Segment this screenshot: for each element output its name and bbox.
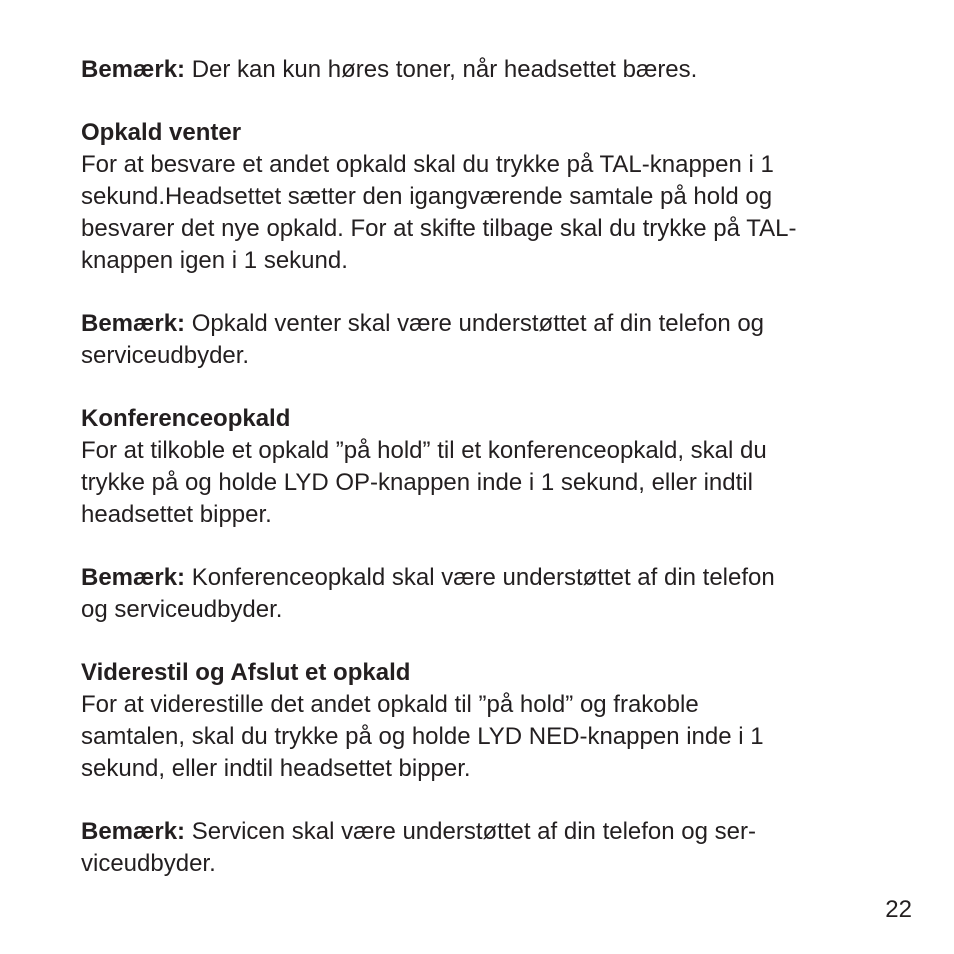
note-text: Der kan kun høres toner, når headsettet bæres.	[185, 56, 698, 83]
note-label: Bemærk:	[81, 310, 186, 337]
note-conference-call	[81, 562, 881, 626]
section-line: besvarer det nye opkald. For at skifte tilbage skal du trykke på TAL-	[81, 215, 797, 242]
section-heading: Konferenceopkald	[81, 405, 291, 432]
page-number: 22	[885, 896, 912, 923]
note-label: Bemærk:	[81, 564, 186, 591]
note-tones	[81, 54, 881, 86]
section-line: samtalen, skal du trykke på og holde LYD NED-knappen inde i 1	[81, 723, 764, 750]
note-line	[81, 816, 881, 848]
section-conference-call	[81, 403, 881, 531]
note-text: Servicen skal være understøttet af din telefon og ser-	[185, 818, 756, 845]
section-line: For at viderestille det andet opkald til ”på hold” og frakoble	[81, 691, 699, 718]
section-line: For at tilkoble et opkald ”på hold” til et konferenceopkald, skal du	[81, 437, 767, 464]
note-call-waiting	[81, 308, 881, 372]
note-line: serviceudbyder.	[81, 342, 250, 369]
section-line: trykke på og holde LYD OP-knappen inde i 1 sekund, eller indtil	[81, 469, 753, 496]
section-line: sekund.Headsettet sætter den igangværende samtale på hold og	[81, 183, 773, 210]
section-line: For at besvare et andet opkald skal du trykke på TAL-knappen i 1	[81, 151, 774, 178]
section-line: knappen igen i 1 sekund.	[81, 247, 348, 274]
note-line: viceudbyder.	[81, 850, 216, 877]
note-text: Opkald venter skal være understøttet af din telefon og	[185, 310, 765, 337]
note-label: Bemærk:	[81, 56, 186, 83]
section-line: headsettet bipper.	[81, 501, 272, 528]
section-transfer-end-call	[81, 657, 881, 785]
section-line: sekund, eller indtil headsettet bipper.	[81, 755, 471, 782]
note-line	[81, 562, 881, 594]
section-call-waiting	[81, 117, 881, 277]
note-service	[81, 816, 881, 880]
note-line	[81, 308, 881, 340]
note-tones-line	[81, 54, 881, 86]
section-heading: Viderestil og Afslut et opkald	[81, 659, 411, 686]
manual-page-content	[81, 54, 881, 911]
note-line: og serviceudbyder.	[81, 596, 283, 623]
note-label: Bemærk:	[81, 818, 186, 845]
note-text: Konferenceopkald skal være understøttet af din telefon	[185, 564, 775, 591]
section-heading: Opkald venter	[81, 119, 242, 146]
